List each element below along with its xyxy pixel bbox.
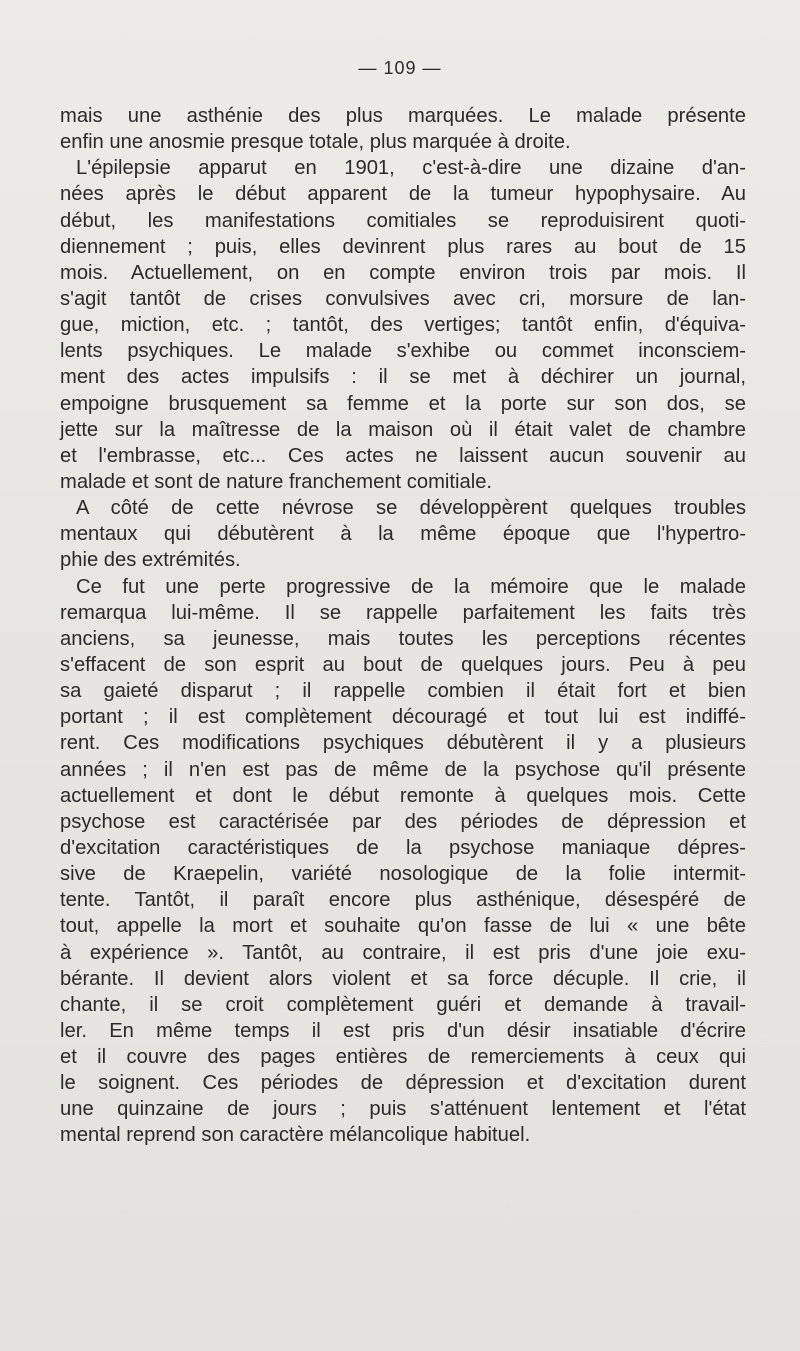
text-line: chante, il se croit complètement guéri et demande à travail- bbox=[60, 993, 746, 1016]
text-line: mentaux qui débutèrent à la même époque que l'hypertro- bbox=[60, 523, 746, 546]
text-line: remarqua lui-même. Il se rappelle parfaitement les faits très bbox=[60, 601, 746, 624]
text-line: actuellement et dont le début remonte à quelques mois. Cette bbox=[60, 784, 746, 807]
text-line: jette sur la maîtresse de la maison où il était valet de chambre bbox=[60, 418, 746, 441]
text-line: diennement ; puis, elles devinrent plus rares au bout de 15 bbox=[60, 235, 746, 258]
text-line: s'agit tantôt de crises convulsives avec cri, morsure de lan- bbox=[60, 287, 746, 310]
text-line: empoigne brusquement sa femme et la porte sur son dos, se bbox=[60, 392, 746, 415]
text-line: L'épilepsie apparut en 1901, c'est-à-dire une dizaine d'an- bbox=[76, 157, 746, 180]
text-line: Ce fut une perte progressive de la mémoire que le malade bbox=[76, 575, 746, 598]
paragraph bbox=[60, 103, 746, 155]
text-line: enfin une anosmie presque totale, plus marquée à droite. bbox=[60, 131, 571, 154]
body-text bbox=[60, 103, 746, 1149]
text-line: portant ; il est complètement découragé et tout lui est indiffé- bbox=[60, 706, 746, 729]
text-line: mois. Actuellement, on en compte environ trois par mois. Il bbox=[60, 261, 746, 284]
text-line: rent. Ces modifications psychiques débutèrent il y a plusieurs bbox=[60, 732, 746, 755]
paragraph bbox=[60, 574, 746, 1149]
text-line: le soignent. Ces périodes de dépression et d'excitation durent bbox=[60, 1072, 746, 1095]
text-line: nées après le début apparent de la tumeur hypophysaire. Au bbox=[60, 183, 746, 206]
text-line: années ; il n'en est pas de même de la psychose qu'il présente bbox=[60, 758, 746, 781]
text-line: phie des extrémités. bbox=[60, 549, 241, 572]
paragraph bbox=[60, 495, 746, 573]
text-line: d'excitation caractéristiques de la psychose maniaque dépres- bbox=[60, 836, 746, 859]
text-line: s'effacent de son esprit au bout de quelques jours. Peu à peu bbox=[60, 653, 746, 676]
text-line: sive de Kraepelin, variété nosologique de la folie intermit- bbox=[60, 863, 746, 886]
text-line: anciens, sa jeunesse, mais toutes les perceptions récentes bbox=[60, 627, 746, 650]
text-line: et l'embrasse, etc... Ces actes ne laissent aucun souvenir au bbox=[60, 444, 746, 467]
text-line: ment des actes impulsifs : il se met à déchirer un journal, bbox=[60, 366, 746, 389]
text-line: début, les manifestations comitiales se reproduisirent quoti- bbox=[60, 209, 746, 232]
text-line: mental reprend son caractère mélancolique habituel. bbox=[60, 1124, 531, 1147]
text-line: gue, miction, etc. ; tantôt, des vertiges; tantôt enfin, d'équiva- bbox=[60, 314, 746, 337]
page-number: — 109 — bbox=[358, 58, 442, 78]
text-line: tente. Tantôt, il paraît encore plus asthénique, désespéré de bbox=[60, 889, 746, 912]
text-line: ler. En même temps il est pris d'un désir insatiable d'écrire bbox=[60, 1019, 746, 1042]
paragraph bbox=[60, 155, 746, 495]
text-line: A côté de cette névrose se développèrent quelques troubles bbox=[76, 497, 746, 520]
text-line: bérante. Il devient alors violent et sa force décuple. Il crie, il bbox=[60, 967, 746, 990]
text-line: mais une asthénie des plus marquées. Le malade présente bbox=[60, 105, 746, 127]
text-line: sa gaieté disparut ; il rappelle combien il était fort et bien bbox=[60, 680, 746, 703]
text-line: à expérience ». Tantôt, au contraire, il est pris d'une joie exu- bbox=[60, 941, 746, 964]
text-line: tout, appelle la mort et souhaite qu'on fasse de lui « une bête bbox=[60, 915, 746, 938]
text-line: et il couvre des pages entières de remerciements à ceux qui bbox=[60, 1046, 746, 1069]
text-line: malade et sont de nature franchement comitiale. bbox=[60, 470, 493, 493]
text-line: une quinzaine de jours ; puis s'atténuent lentement et l'état bbox=[60, 1098, 746, 1121]
text-line: lents psychiques. Le malade s'exhibe ou commet inconsciem- bbox=[60, 340, 746, 363]
text-line: psychose est caractérisée par des périodes de dépression et bbox=[60, 810, 746, 833]
